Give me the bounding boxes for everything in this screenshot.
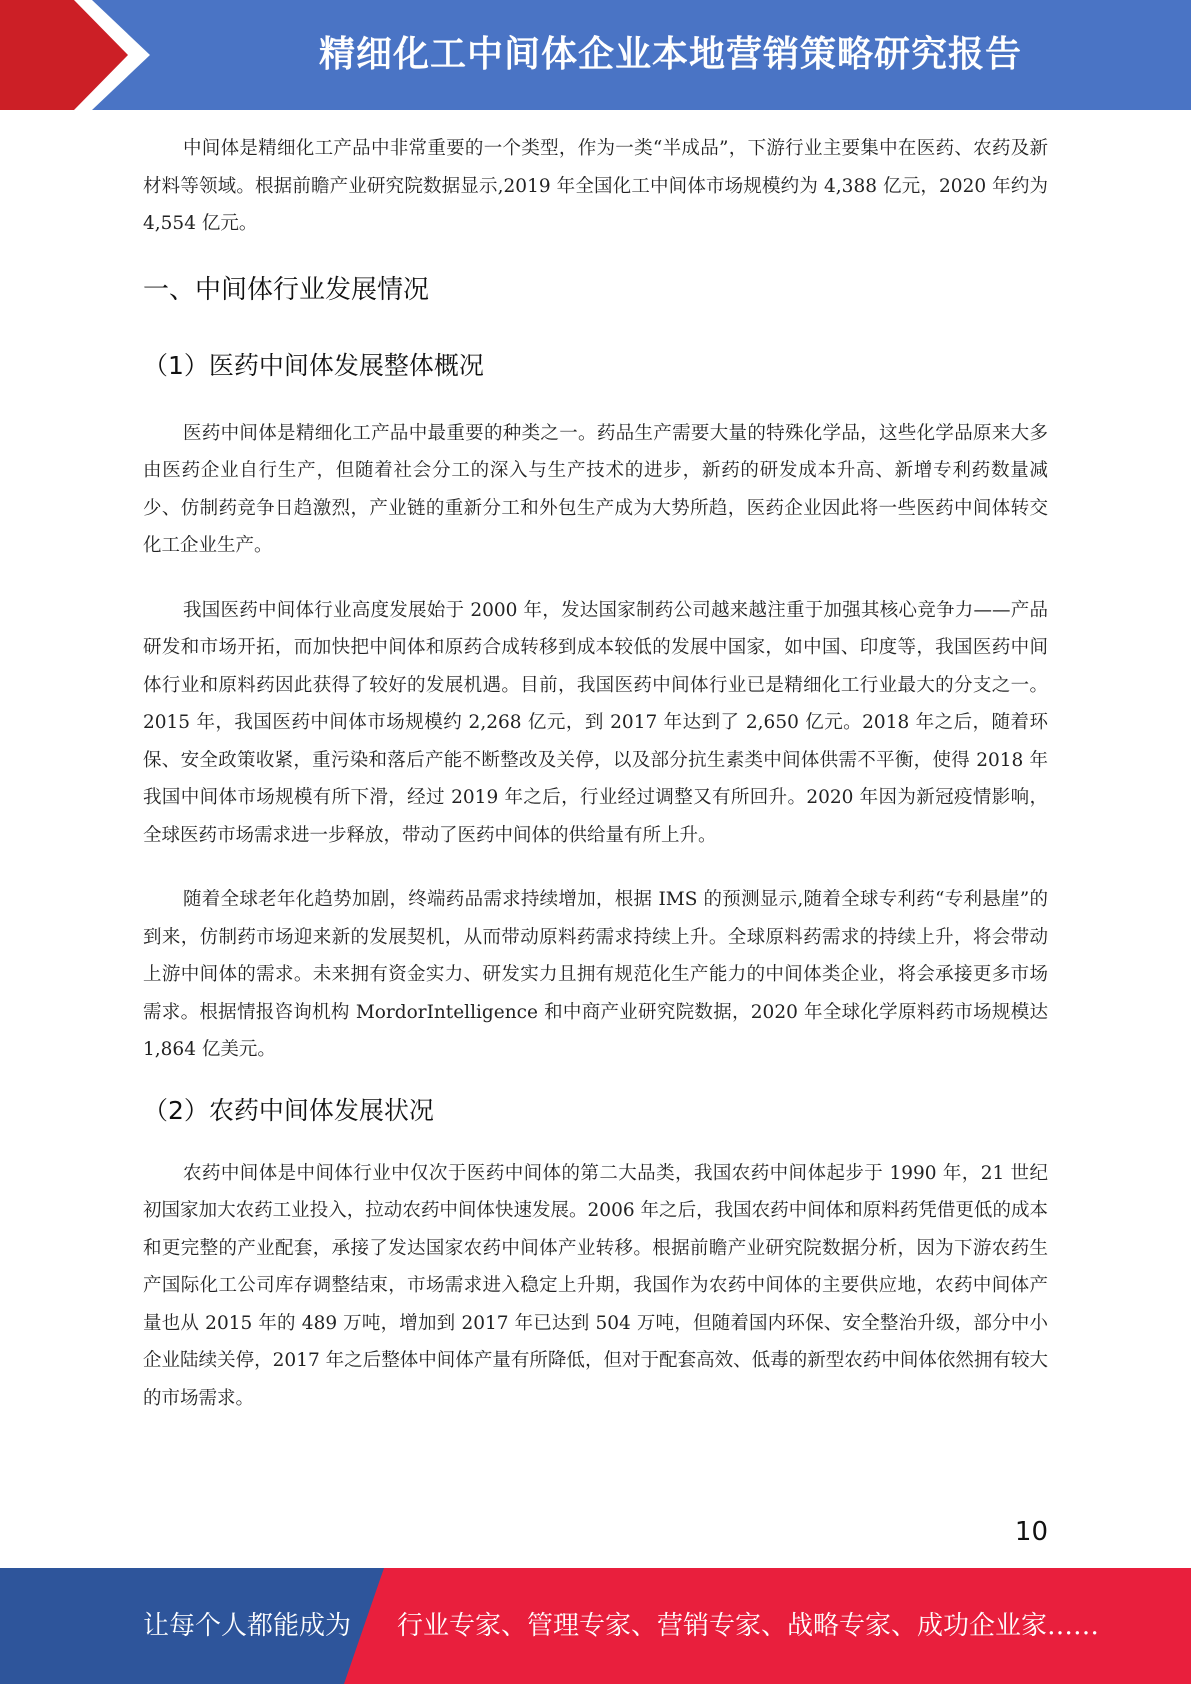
footer-slogan-right: 行业专家、管理专家、营销专家、战略专家、成功企业家…… [397,1611,1100,1641]
pharma-paragraph-1: 医药中间体是精细化工产品中最重要的种类之一。药品生产需要大量的特殊化学品，这些化学品原来大多由医药企业自行生产，但随着社会分工的深入与生产技术的进步，新药的研发成本升高、新增专利药数量减少、仿制药竞争日趋激烈，产业链的重新分工和外包生产成为大势所趋，医药企业因此将一些医药中间体转交化工企业生产。 [143,422,1048,556]
page-number: 10 [1014,1517,1048,1547]
pesticide-paragraph-1: 农药中间体是中间体行业中仅次于医药中间体的第二大品类，我国农药中间体起步于 1990 年，21 世纪初国家加大农药工业投入，拉动农药中间体快速发展。2006 年之后，我国农药中间体和原料药凭借更低的成本和更完整的产业配套，承接了发达国家农药中间体产业转移。根据前瞻产业研究院数据分析，因为下游农药生产国际化工公司库存调整结束，市场需求进入稳定上升期，我国作为农药中间体的主要供应地，农药中间体产量也从 2015 年的 489 万吨，增加到 2017 年已达到 504 万吨，但随着国内环保、安全整治升级，部分中小企业陆续关停，2017 年之后整体中间体产量有所降低，但对于配套高效、低毒的新型农药中间体依然拥有较大的市场需求。 [143,1162,1048,1409]
header-banner [0,0,1191,110]
footer-banner [0,1568,1191,1684]
subsection-heading-pharma: （1）医药中间体发展整体概况 [143,350,484,380]
subsection-heading-pesticide: （2）农药中间体发展状况 [143,1095,434,1125]
pharma-paragraph-2: 我国医药中间体行业高度发展始于 2000 年，发达国家制药公司越来越注重于加强其核心竞争力——产品研发和市场开拓，而加快把中间体和原药合成转移到成本较低的发展中国家，如中国、印度等，我国医药中间体行业和原料药因此获得了较好的发展机遇。目前，我国医药中间体行业已是精细化工行业最大的分支之一。2015 年，我国医药中间体市场规模约 2,268 亿元，到 2017 年达到了 2,650 亿元。2018 年之后，随着环保、安全政策收紧，重污染和落后产能不断整改及关停，以及部分抗生素类中间体供需不平衡，使得 2018 年我国中间体市场规模有所下滑，经过 2019 年之后，行业经过调整又有所回升。2020 年因为新冠疫情影响，全球医药市场需求进一步释放，带动了医药中间体的供给量有所上升。 [143,599,1048,846]
document-title: 精细化工中间体企业本地营销策略研究报告 [318,34,1022,75]
footer-slogan-left: 让每个人都能成为 [143,1611,352,1641]
section-heading: 一、中间体行业发展情况 [143,274,430,305]
pharma-paragraph-3: 随着全球老年化趋势加剧，终端药品需求持续增加，根据 IMS 的预测显示,随着全球专利药“专利悬崖”的到来，仿制药市场迎来新的发展契机，从而带动原料药需求持续上升。全球原料药需求的持续上升，将会带动上游中间体的需求。未来拥有资金实力、研发实力且拥有规范化生产能力的中间体类企业，将会承接更多市场需求。根据情报咨询机构 MordorIntelligence 和中商产业研究院数据，2020 年全球化学原料药市场规模达 1,864 亿美元。 [143,889,1048,1060]
intro-paragraph: 中间体是精细化工产品中非常重要的一个类型，作为一类“半成品”，下游行业主要集中在医药、农药及新材料等领域。根据前瞻产业研究院数据显示,2019 年全国化工中间体市场规模约为 4,388 亿元，2020 年约为 4,554 亿元。 [143,138,1048,234]
main-content [143,130,1048,1417]
